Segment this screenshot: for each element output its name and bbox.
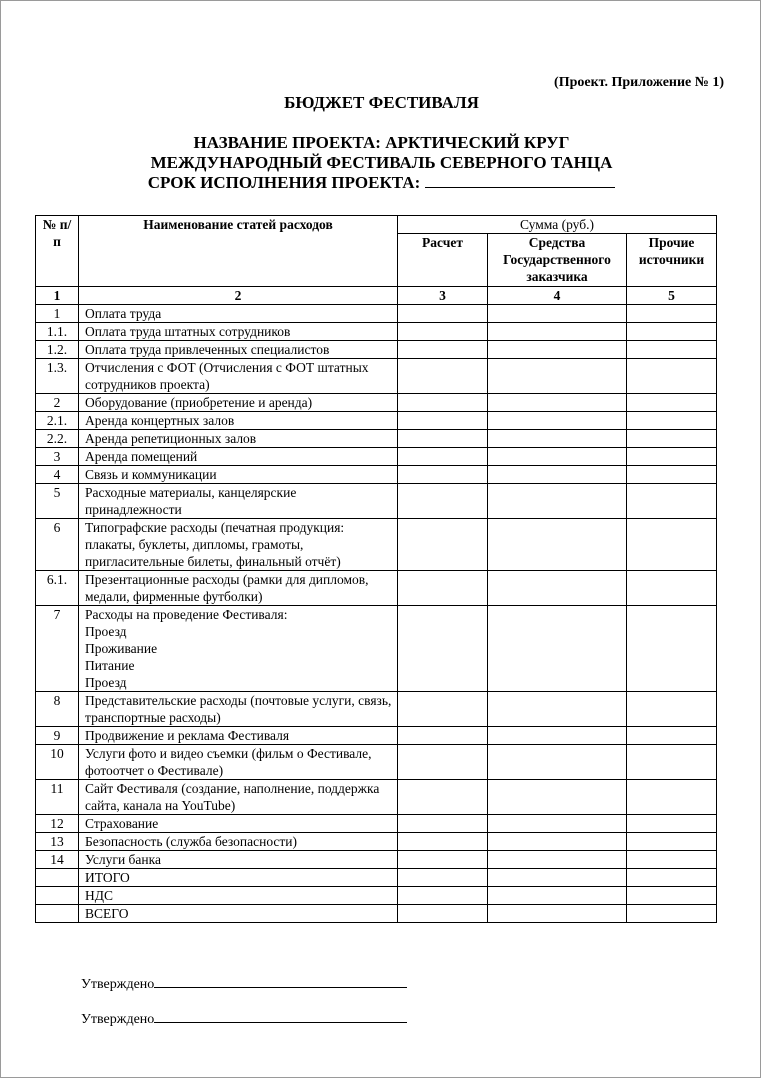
- row-number: 5: [36, 484, 79, 519]
- state-funds-cell[interactable]: [488, 448, 627, 466]
- expense-name: ИТОГО: [85, 870, 130, 885]
- other-sources-cell[interactable]: [627, 519, 717, 571]
- other-sources-cell[interactable]: [627, 323, 717, 341]
- row-number: 1.2.: [36, 341, 79, 359]
- other-sources-cell[interactable]: [627, 815, 717, 833]
- header-other-sources: Прочие источники: [627, 234, 717, 287]
- expense-name: Оплата труда привлеченных специалистов: [85, 342, 330, 357]
- other-sources-cell[interactable]: [627, 606, 717, 692]
- calc-cell[interactable]: [398, 448, 488, 466]
- expense-item: [79, 394, 398, 412]
- state-funds-cell[interactable]: [488, 815, 627, 833]
- expense-name: Отчисления с ФОТ (Отчисления с ФОТ штатных сотрудников проекта): [85, 360, 369, 392]
- expense-item: [79, 780, 398, 815]
- row-number: 13: [36, 833, 79, 851]
- calc-cell[interactable]: [398, 484, 488, 519]
- row-number: [36, 887, 79, 905]
- expense-item: [79, 305, 398, 323]
- table-row: [36, 780, 717, 815]
- state-funds-cell[interactable]: [488, 341, 627, 359]
- state-funds-cell[interactable]: [488, 780, 627, 815]
- expense-name: Расходные материалы, канцелярские принадлежности: [85, 485, 297, 517]
- column-number: 3: [398, 287, 488, 305]
- header-calc: Расчет: [398, 234, 488, 287]
- state-funds-cell[interactable]: [488, 519, 627, 571]
- state-funds-cell[interactable]: [488, 745, 627, 780]
- approval-signature: [81, 975, 407, 993]
- row-number: [36, 905, 79, 923]
- state-funds-cell[interactable]: [488, 466, 627, 484]
- approval-label: Утверждено: [81, 1012, 155, 1027]
- expense-name: Оплата труда штатных сотрудников: [85, 324, 291, 339]
- expense-item: [79, 887, 398, 905]
- project-name-line: НАЗВАНИЕ ПРОЕКТА: АРКТИЧЕСКИЙ КРУГ: [193, 133, 570, 152]
- project-info: [1, 133, 761, 193]
- table-row: [36, 394, 717, 412]
- signature-line: [154, 1010, 407, 1023]
- calc-cell[interactable]: [398, 851, 488, 869]
- expense-name: Услуги банка: [85, 852, 161, 867]
- expense-item: [79, 815, 398, 833]
- column-number: 4: [488, 287, 627, 305]
- expense-item: [79, 833, 398, 851]
- expense-subitem: Проезд: [85, 675, 127, 690]
- expense-name: НДС: [85, 888, 113, 903]
- calc-cell[interactable]: [398, 887, 488, 905]
- budget-table: [35, 215, 717, 923]
- calc-cell[interactable]: [398, 412, 488, 430]
- table-row: [36, 815, 717, 833]
- column-number: 5: [627, 287, 717, 305]
- table-row: [36, 692, 717, 727]
- state-funds-cell[interactable]: [488, 851, 627, 869]
- table-row: [36, 448, 717, 466]
- column-number: 2: [79, 287, 398, 305]
- calc-cell[interactable]: [398, 323, 488, 341]
- expense-item: [79, 484, 398, 519]
- other-sources-cell[interactable]: [627, 448, 717, 466]
- other-sources-cell[interactable]: [627, 359, 717, 394]
- expense-name: Расходы на проведение Фестиваля:: [85, 607, 288, 622]
- calc-cell[interactable]: [398, 780, 488, 815]
- state-funds-cell[interactable]: [488, 323, 627, 341]
- calc-cell[interactable]: [398, 519, 488, 571]
- other-sources-cell[interactable]: [627, 727, 717, 745]
- expense-name: Аренда помещений: [85, 449, 198, 464]
- expense-item: [79, 412, 398, 430]
- other-sources-cell[interactable]: [627, 692, 717, 727]
- calc-cell[interactable]: [398, 815, 488, 833]
- row-number: 6: [36, 519, 79, 571]
- calc-cell[interactable]: [398, 833, 488, 851]
- row-number: [36, 869, 79, 887]
- calc-cell[interactable]: [398, 727, 488, 745]
- state-funds-cell[interactable]: [488, 305, 627, 323]
- expense-name: Презентационные расходы (рамки для дипломов, медали, фирменные футболки): [85, 572, 369, 604]
- table-row: [36, 606, 717, 692]
- calc-cell[interactable]: [398, 905, 488, 923]
- calc-cell[interactable]: [398, 745, 488, 780]
- table-row: [36, 571, 717, 606]
- row-number: 6.1.: [36, 571, 79, 606]
- expense-subitem: Проживание: [85, 641, 158, 656]
- other-sources-cell[interactable]: [627, 430, 717, 448]
- row-number: 1.1.: [36, 323, 79, 341]
- other-sources-cell[interactable]: [627, 887, 717, 905]
- state-funds-cell[interactable]: [488, 359, 627, 394]
- row-number: 11: [36, 780, 79, 815]
- expense-name: Услуги фото и видео съемки (фильм о Фестивале, фотоотчет о Фестивале): [85, 746, 372, 778]
- state-funds-cell[interactable]: [488, 430, 627, 448]
- expense-item: [79, 745, 398, 780]
- approval-signature: [81, 1010, 407, 1028]
- state-funds-cell[interactable]: [488, 606, 627, 692]
- calc-cell[interactable]: [398, 430, 488, 448]
- expense-item: [79, 851, 398, 869]
- row-number: 7: [36, 606, 79, 692]
- table-row: [36, 412, 717, 430]
- expense-item: [79, 466, 398, 484]
- state-funds-cell[interactable]: [488, 692, 627, 727]
- row-number: 9: [36, 727, 79, 745]
- column-number: 1: [36, 287, 79, 305]
- state-funds-cell[interactable]: [488, 869, 627, 887]
- expense-name: Сайт Фестиваля (создание, наполнение, поддержка сайта, канала на YouTube): [85, 781, 380, 813]
- table-row: [36, 484, 717, 519]
- expense-subitem: Питание: [85, 658, 135, 673]
- other-sources-cell[interactable]: [627, 571, 717, 606]
- table-row: [36, 745, 717, 780]
- row-number: 14: [36, 851, 79, 869]
- expense-name: Продвижение и реклама Фестиваля: [85, 728, 290, 743]
- deadline-blank-field: [425, 173, 615, 188]
- table-row: [36, 869, 717, 887]
- state-funds-cell[interactable]: [488, 905, 627, 923]
- expense-name: Связь и коммуникации: [85, 467, 217, 482]
- other-sources-cell[interactable]: [627, 851, 717, 869]
- other-sources-cell[interactable]: [627, 745, 717, 780]
- state-funds-cell[interactable]: [488, 727, 627, 745]
- other-sources-cell[interactable]: [627, 905, 717, 923]
- other-sources-cell[interactable]: [627, 780, 717, 815]
- expense-item: [79, 869, 398, 887]
- expense-item: [79, 341, 398, 359]
- table-row: [36, 887, 717, 905]
- table-row: [36, 305, 717, 323]
- project-festival-line: МЕЖДУНАРОДНЫЙ ФЕСТИВАЛЬ СЕВЕРНОГО ТАНЦА: [150, 153, 613, 172]
- expense-name: Аренда концертных залов: [85, 413, 235, 428]
- expense-name: Страхование: [85, 816, 159, 831]
- expense-item: [79, 359, 398, 394]
- calc-cell[interactable]: [398, 692, 488, 727]
- row-number: 4: [36, 466, 79, 484]
- expense-item: [79, 430, 398, 448]
- expense-item: [79, 519, 398, 571]
- other-sources-cell[interactable]: [627, 869, 717, 887]
- other-sources-cell[interactable]: [627, 484, 717, 519]
- other-sources-cell[interactable]: [627, 466, 717, 484]
- signature-line: [154, 975, 407, 988]
- state-funds-cell[interactable]: [488, 412, 627, 430]
- state-funds-cell[interactable]: [488, 394, 627, 412]
- state-funds-cell[interactable]: [488, 484, 627, 519]
- table-row: [36, 727, 717, 745]
- expense-item: [79, 571, 398, 606]
- expense-item: [79, 606, 398, 692]
- expense-item: [79, 323, 398, 341]
- header-state-funds: Средства Государственного заказчика: [488, 234, 627, 287]
- expense-name: Оборудование (приобретение и аренда): [85, 395, 313, 410]
- expense-name: ВСЕГО: [85, 906, 129, 921]
- other-sources-cell[interactable]: [627, 305, 717, 323]
- header-name: Наименование статей расходов: [79, 216, 398, 287]
- project-deadline-label: СРОК ИСПОЛНЕНИЯ ПРОЕКТА:: [147, 173, 421, 192]
- row-number: 2.2.: [36, 430, 79, 448]
- state-funds-cell[interactable]: [488, 887, 627, 905]
- row-number: 2: [36, 394, 79, 412]
- table-row: [36, 359, 717, 394]
- table-row: [36, 833, 717, 851]
- row-number: 8: [36, 692, 79, 727]
- calc-cell[interactable]: [398, 359, 488, 394]
- state-funds-cell[interactable]: [488, 833, 627, 851]
- expense-name: Оплата труда: [85, 306, 162, 321]
- calc-cell[interactable]: [398, 869, 488, 887]
- other-sources-cell[interactable]: [627, 412, 717, 430]
- other-sources-cell[interactable]: [627, 341, 717, 359]
- state-funds-cell[interactable]: [488, 571, 627, 606]
- expense-item: [79, 905, 398, 923]
- table-row: [36, 323, 717, 341]
- table-row: [36, 905, 717, 923]
- calc-cell[interactable]: [398, 606, 488, 692]
- expense-item: [79, 448, 398, 466]
- row-number: 1: [36, 305, 79, 323]
- project-deadline-line: [1, 173, 761, 193]
- row-number: 3: [36, 448, 79, 466]
- other-sources-cell[interactable]: [627, 394, 717, 412]
- header-sum: Сумма (руб.): [398, 216, 717, 234]
- calc-cell[interactable]: [398, 394, 488, 412]
- calc-cell[interactable]: [398, 305, 488, 323]
- other-sources-cell[interactable]: [627, 833, 717, 851]
- expense-name: Безопасность (служба безопасности): [85, 834, 298, 849]
- row-number: 2.1.: [36, 412, 79, 430]
- row-number: 12: [36, 815, 79, 833]
- document-title: БЮДЖЕТ ФЕСТИВАЛЯ: [284, 93, 479, 112]
- appendix-note: (Проект. Приложение № 1): [554, 75, 724, 90]
- column-numbers-row: [36, 287, 717, 305]
- budget-rows: [36, 305, 717, 923]
- expense-name: Аренда репетиционных залов: [85, 431, 257, 446]
- expense-item: [79, 727, 398, 745]
- table-row: [36, 341, 717, 359]
- expense-name: Типографские расходы (печатная продукция: плакаты, буклеты, дипломы, грамоты, пригласительные билеты, финальный отчёт): [85, 520, 345, 569]
- table-row: [36, 430, 717, 448]
- table-row: [36, 519, 717, 571]
- calc-cell[interactable]: [398, 466, 488, 484]
- approval-label: Утверждено: [81, 977, 155, 992]
- row-number: 10: [36, 745, 79, 780]
- expense-item: [79, 692, 398, 727]
- row-number: 1.3.: [36, 359, 79, 394]
- table-row: [36, 466, 717, 484]
- header-num: № п/п: [36, 216, 79, 287]
- calc-cell[interactable]: [398, 571, 488, 606]
- calc-cell[interactable]: [398, 341, 488, 359]
- expense-name: Представительские расходы (почтовые услуги, связь, транспортные расходы): [85, 693, 392, 725]
- expense-subitem: Проезд: [85, 624, 127, 639]
- table-row: [36, 851, 717, 869]
